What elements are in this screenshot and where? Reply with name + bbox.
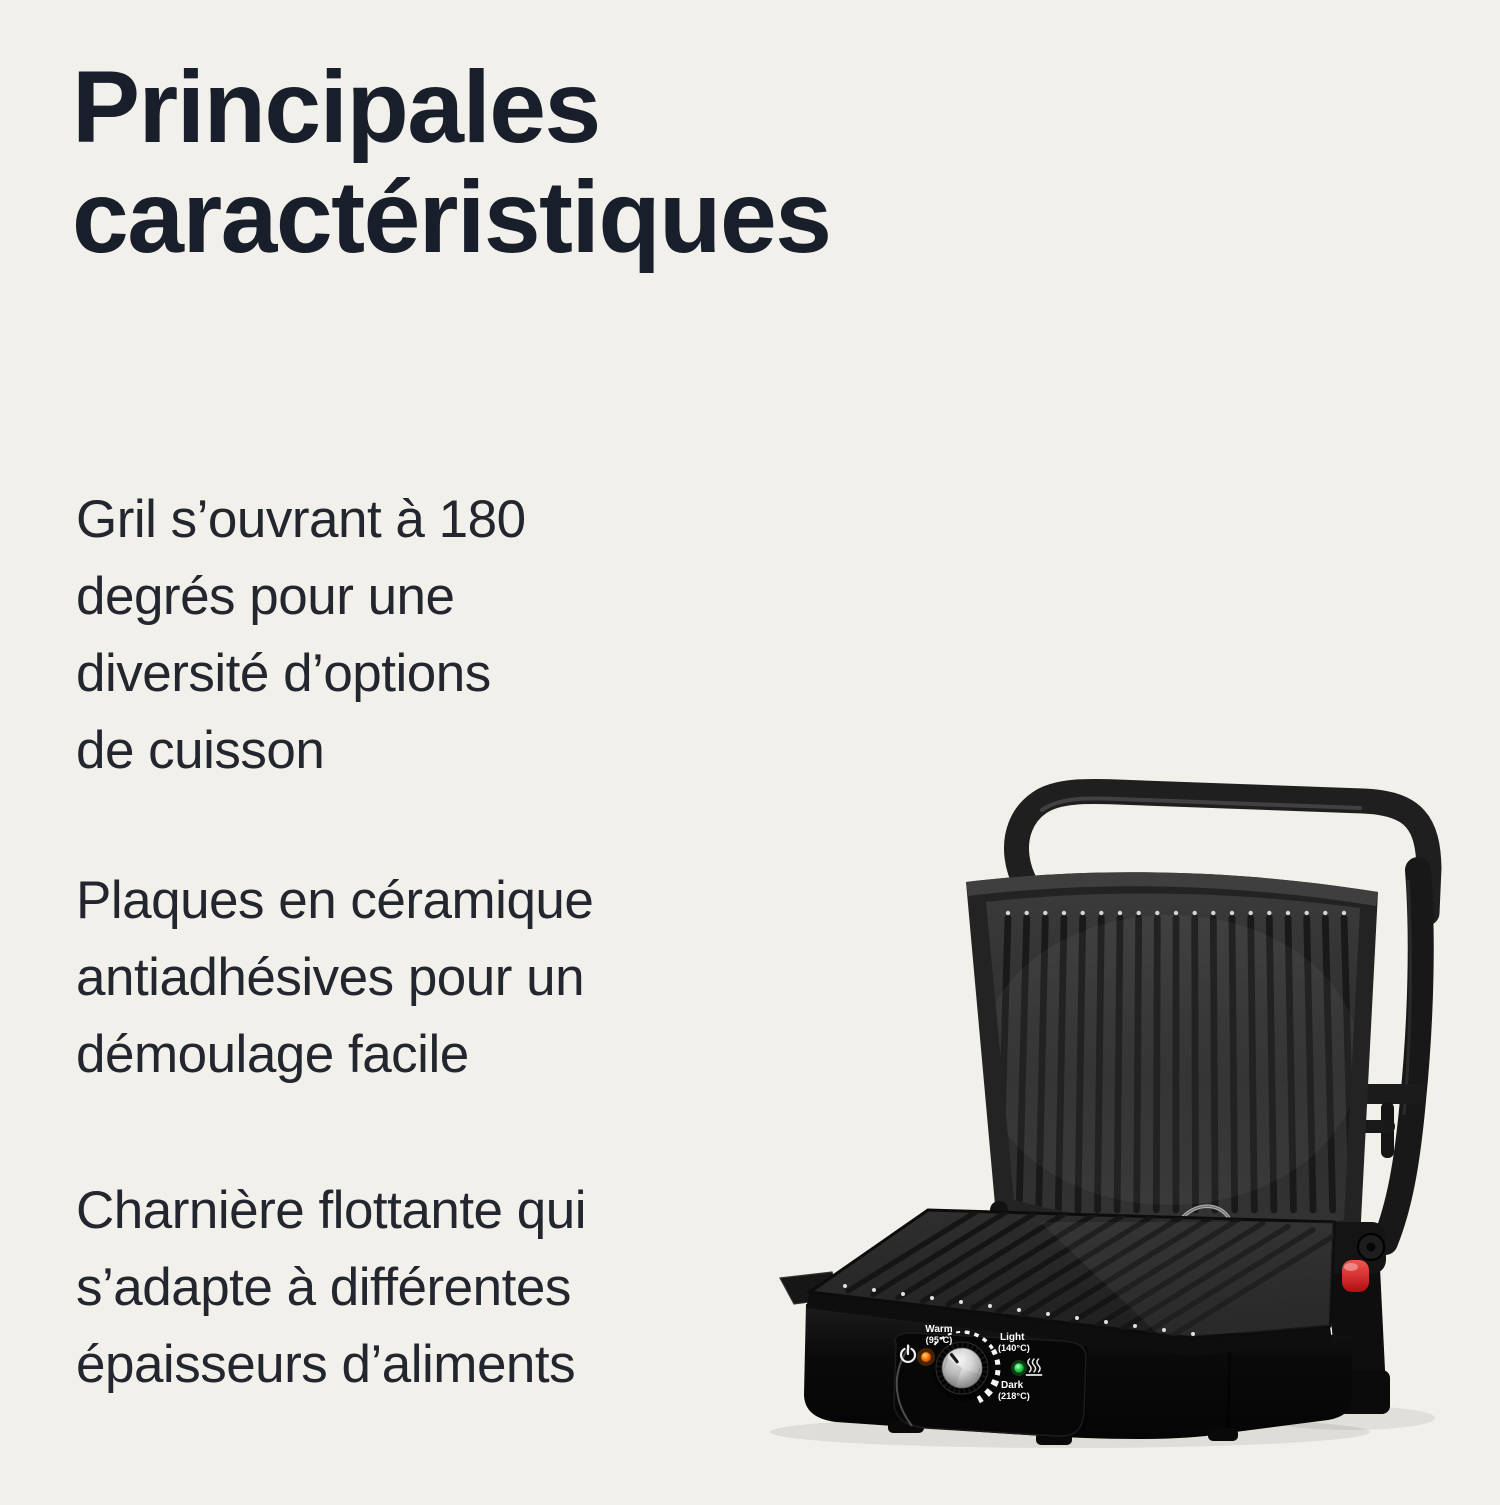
dial-label-warm: Warm (925, 1324, 953, 1335)
feature-line: de cuisson (76, 712, 776, 789)
base-seam (1228, 1340, 1230, 1428)
feature-line: antiadhésives pour un (76, 939, 776, 1016)
feature-line: Charnière flottante qui (76, 1172, 776, 1249)
product-photo-contact-grill (740, 770, 1500, 1500)
feature-line: s’adapte à différentes (76, 1249, 776, 1326)
feature-floating-hinge (76, 1172, 776, 1403)
dial-temp-dark: (218°C) (998, 1391, 1030, 1401)
feature-line: Plaques en céramique (76, 862, 776, 939)
grill-illustration (740, 770, 1500, 1500)
feature-line: diversité d’options (76, 635, 776, 712)
top-grill-plate (966, 872, 1378, 1249)
feature-line: Gril s’ouvrant à 180 (76, 481, 776, 558)
dial-label-light: Light (1000, 1332, 1025, 1343)
ready-led (1011, 1360, 1027, 1376)
dial-label-dark: Dark (1001, 1380, 1024, 1391)
page-title (72, 52, 830, 272)
page-title-line: Principales (72, 52, 830, 162)
dial-temp-light: (140°C) (998, 1343, 1030, 1353)
feature-line: degrés pour une (76, 558, 776, 635)
dial-temp-warm: (95°C) (926, 1335, 953, 1345)
feature-ceramic-plates (76, 862, 776, 1093)
power-led (917, 1348, 935, 1366)
feature-line: démoulage facile (76, 1016, 776, 1093)
control-panel (894, 1324, 1086, 1436)
page-title-line: caractéristiques (72, 162, 830, 272)
feature-line: épaisseurs d’aliments (76, 1326, 776, 1403)
feature-opening-180 (76, 481, 776, 789)
